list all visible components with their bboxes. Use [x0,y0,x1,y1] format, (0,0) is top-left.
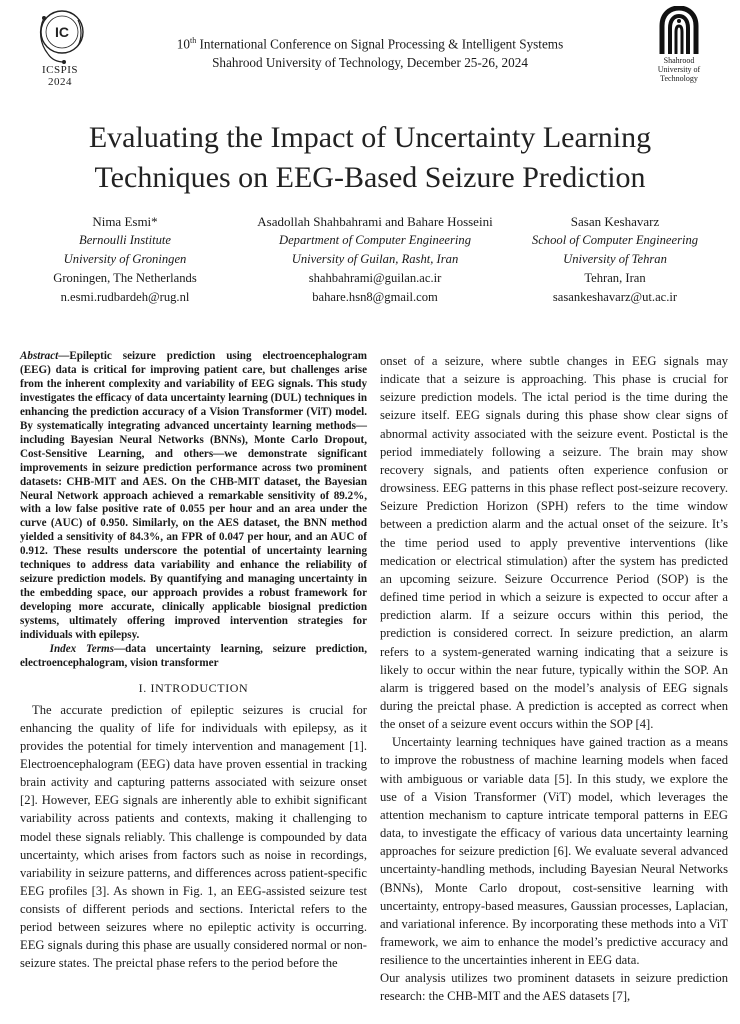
author-block-2 [205,212,545,307]
body-paragraph: onset of a seizure, where subtle changes in EEG signals may indicate that a seizure is approaching. This phase is crucial for seizure prediction models. The ictal period is the time during the seizure itself. EEG signals during this phase show clear signs of abnormal activity associated with the seizure event. Postictal is the period immediately following a seizure. The brain may show recovery signals, and patients often experience confusion or drowsiness. EEG patterns in this phase reflect post-seizure recovery. Seizure Prediction Horizon (SPH) refers to the time window between a prediction alarm and the actual onset of the seizure. It’s the time period used to apply preventive interventions (like medication or electrical stimulation) after the system has predicted an upcoming seizure. Seizure Occurrence Period (SOP) is the defined time period in which a seizure is expected to occur after a prediction alarm. If a seizure occurs within this period, the prediction is considered correct. In seizure prediction, an alarm refers to a system-generated warning indicating that a seizure is likely to occur within the near future, typically within the SOP. An alarm is triggered based on the model’s analysis of EEG signals during the preictal phase. A prediction is accepted as correct when the onset of a seizure event occurs within the SOP [4]. [380,354,728,732]
author-dept: School of Computer Engineering [531,233,699,247]
author-email: sasankeshavarz@ut.ac.ir [552,290,678,304]
conference-header [120,31,620,72]
paper-title [20,118,720,198]
author-org: University of Guilan, Rasht, Iran [291,252,459,266]
author-org: University of Groningen [63,252,187,266]
body-paragraph: Uncertainty learning techniques have gained traction as a means to improve the robustness of machine learning models when faced with ambiguous or variable data [5]. In this study, we explore the use of a Vision Transformer (ViT) model, which leverages the attention mechanism to capture intricate temporal patterns in EEG data, to investigate the efficacy of various data uncertainty learning approaches for seizure prediction [6]. We evaluate several advanced uncertainty-handling methods, including Bayesian Neural Networks (BNNs), Monte Carlo dropout, cost-sensitive learning with uncertainty, entropy-based measures, Gaussian processes, Laplacian, and variational inference. By incorporating these methods into a ViT framework, we aim to enhance the model’s predictive accuracy and resilience to the uncertainties inherent in EEG data. [380,735,728,968]
author-email: shahbahrami@guilan.ac.ir [308,271,442,285]
index-terms-text: —data uncertainty learning, seizure prediction, electroencephalogram, vision transformer [20,643,367,669]
index-terms [20,643,367,671]
right-column [380,352,728,1006]
index-terms-lead: Index Terms [49,643,114,656]
logo-caption-2: 2024 [48,76,72,88]
right-logo-caption-1: Shahrood [663,56,695,65]
author-name: Asadollah Shahbahrami and Bahare Hosseini [257,214,493,229]
abstract [20,350,367,643]
right-logo-caption-2: University of [657,65,701,74]
author-block-3 [495,212,735,307]
shahrood-logo [638,6,720,83]
title-line-2: Techniques on EEG-Based Seizure Prediction [94,161,646,194]
author-place: Tehran, Iran [584,271,646,285]
conference-line-1: 10th International Conference on Signal Processing & Intelligent Systems [176,36,564,52]
body-paragraph: Our analysis utilizes two prominent datasets in seizure prediction research: the CHB-MIT and the AES datasets [7], [380,971,728,1004]
icspis-logo-icon [34,8,86,64]
abstract-lead: Abstract [20,350,59,362]
left-column [20,350,367,972]
author-place: Groningen, The Netherlands [53,271,197,285]
author-dept: Bernoulli Institute [79,233,171,247]
abstract-text: —Epileptic seizure prediction using electroencephalogram (EEG) data is critical for improving patient care, but challenges arise from the inherent complexity and variability of EEG signals. This study investigates the efficacy of data uncertainty learning (DUL) techniques in enhancing the prediction accuracy of a Vision Transformer (ViT) model. By systematically integrating advanced uncertainty learning methods—including Bayesian Neural Networks (BNNs), Monte Carlo Dropout, Cost-Sensitive Learning, and others—we demonstrate significant improvements in seizure prediction performance across two prominent datasets: CHB-MIT and AES. On the CHB-MIT dataset, the Bayesian Neural Network approach achieved a remarkable sensitivity of 89.2%, with a low false positive rate of 0.055 per hour and an area under the curve (AUC) of 0.950. Similarly, on the AES dataset, the BNN method yielded a sensitivity of 84.3%, an FPR of 0.047 per hour, and an AUC of 0.912. These results underscore the potential of uncertainty learning techniques to address data variability and enhance the reliability of seizure prediction models. By quantifying and managing uncertainty in the embedding space, our approach provides a robust framework for developing more accurate, clinically applicable biosignal prediction systems, ultimately offering improved intervention strategies for individuals with epilepsy. [20,350,367,642]
intro-paragraph: The accurate prediction of epileptic seizures is crucial for enhancing the quality of life for individuals with epilepsy, as it provides the potential for timely intervention and management [1]. Electroencephalogram (EEG) data have proven essential in tracking brain activity and capturing patterns associated with seizure onset [2]. However, EEG signals are inherently able to exhibit significant variability across patients and contexts, making it challenging to model these signals reliably. This challenge is compounded by data uncertainty, which arises from factors such as noise in recordings, variability in seizure patterns, and differences across patient-specific EEG profiles [3]. As shown in Fig. 1, an EEG-assisted seizure test consists of different periods and sections. Interictal refers to the period between seizures where no epileptic activity is occurring. EEG signals during this phase are usually considered normal or non-seizure states. The preictal phase refers to the period before the [20,702,367,971]
title-line-1: Evaluating the Impact of Uncertainty Learning [88,121,652,154]
author-email: bahare.hsn8@gmail.com [312,290,438,304]
right-logo-caption-3: Technology [660,74,698,83]
icspis-logo [28,8,92,92]
author-org: University of Tehran [563,252,667,266]
section-heading-introduction: I. INTRODUCTION [138,680,249,695]
author-dept: Department of Computer Engineering [278,233,472,247]
svg-text:IC: IC [55,24,69,40]
author-name: Sasan Keshavarz [570,214,660,229]
shahrood-logo-icon [656,6,702,56]
author-name: Nima Esmi* [92,214,158,229]
logo-caption-1: ICSPIS [41,64,79,76]
author-email: n.esmi.rudbardeh@rug.nl [60,290,190,304]
conference-line-2: Shahrood University of Technology, December 25-26, 2024 [212,55,528,71]
